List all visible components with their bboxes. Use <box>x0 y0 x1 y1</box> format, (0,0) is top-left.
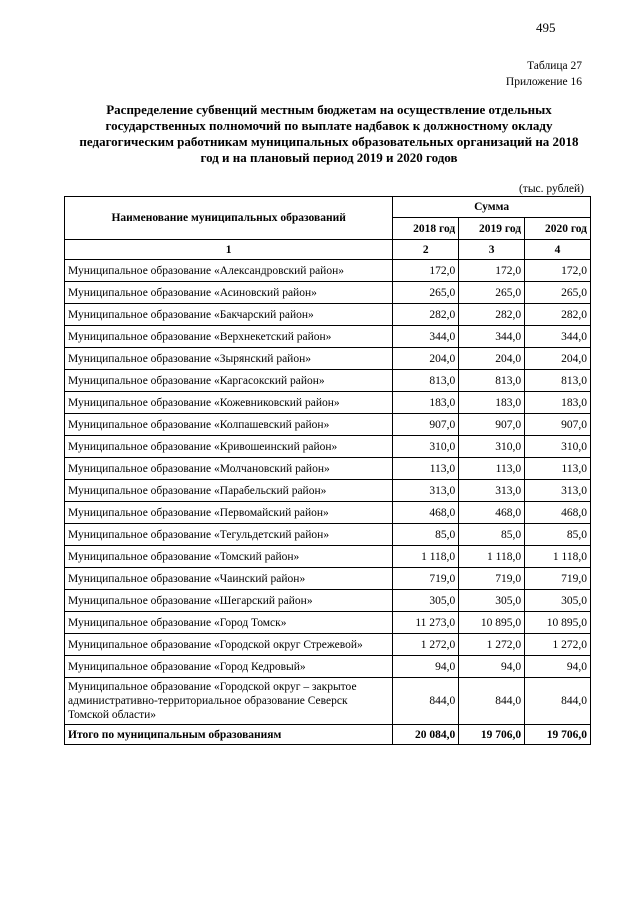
table-row <box>65 524 591 546</box>
total-row <box>65 725 591 745</box>
column-header-2019: 2019 год <box>459 218 525 240</box>
table-row <box>65 282 591 304</box>
amount-2020: 10 895,0 <box>525 612 591 634</box>
amount-2018: 313,0 <box>393 480 459 502</box>
municipality-name: Муниципальное образование «Молчановский район» <box>65 458 393 480</box>
column-header-2020: 2020 год <box>525 218 591 240</box>
amount-2019: 282,0 <box>459 304 525 326</box>
amount-2018: 844,0 <box>393 678 459 725</box>
column-index: 4 <box>525 240 591 260</box>
table-row <box>65 480 591 502</box>
subvention-table <box>64 196 591 745</box>
table-row <box>65 304 591 326</box>
table-row <box>65 678 591 725</box>
appendix-label: Приложение 16 <box>505 76 582 88</box>
table-row <box>65 414 591 436</box>
amount-2020: 113,0 <box>525 458 591 480</box>
amount-2020: 313,0 <box>525 480 591 502</box>
municipality-name: Муниципальное образование «Александровский район» <box>65 260 393 282</box>
amount-2018: 344,0 <box>393 326 459 348</box>
municipality-name: Муниципальное образование «Городской округ Стрежевой» <box>65 634 393 656</box>
amount-2020: 282,0 <box>525 304 591 326</box>
table-row <box>65 590 591 612</box>
amount-2018: 305,0 <box>393 590 459 612</box>
table-row <box>65 348 591 370</box>
amount-2020: 468,0 <box>525 502 591 524</box>
table-row <box>65 458 591 480</box>
column-index: 1 <box>65 240 393 260</box>
amount-2020: 172,0 <box>525 260 591 282</box>
municipality-name: Муниципальное образование «Чаинский район» <box>65 568 393 590</box>
amount-2019: 313,0 <box>459 480 525 502</box>
amount-2018: 1 118,0 <box>393 546 459 568</box>
amount-2020: 94,0 <box>525 656 591 678</box>
amount-2019: 204,0 <box>459 348 525 370</box>
table-row <box>65 634 591 656</box>
amount-2020: 844,0 <box>525 678 591 725</box>
amount-2018: 907,0 <box>393 414 459 436</box>
table-row <box>65 326 591 348</box>
amount-2018: 85,0 <box>393 524 459 546</box>
table-row <box>65 392 591 414</box>
amount-2020: 265,0 <box>525 282 591 304</box>
total-2018: 20 084,0 <box>393 725 459 745</box>
municipality-name: Муниципальное образование «Бакчарский район» <box>65 304 393 326</box>
municipality-name: Муниципальное образование «Парабельский район» <box>65 480 393 502</box>
amount-2019: 172,0 <box>459 260 525 282</box>
municipality-name: Муниципальное образование «Городской округ – закрытое административно-территориальное образование Северск Томской области» <box>65 678 393 725</box>
units-label: (тыс. рублей) <box>518 183 584 195</box>
column-header-sum: Сумма <box>393 197 591 218</box>
municipality-name: Муниципальное образование «Кривошеинский район» <box>65 436 393 458</box>
municipality-name: Муниципальное образование «Асиновский район» <box>65 282 393 304</box>
amount-2020: 183,0 <box>525 392 591 414</box>
amount-2020: 344,0 <box>525 326 591 348</box>
column-index-row <box>65 240 591 260</box>
amount-2019: 10 895,0 <box>459 612 525 634</box>
table-row <box>65 568 591 590</box>
amount-2020: 305,0 <box>525 590 591 612</box>
table-number: Таблица 27 <box>527 60 582 72</box>
document-title: Распределение субвенций местным бюджетам на осуществление отдельных государственных полномочий по выплате надбавок к должностному окладу педагогическим работникам муниципальных образовательных организаций на 2018 год и на плановый период 2019 и 2020 годов <box>79 102 579 165</box>
amount-2018: 310,0 <box>393 436 459 458</box>
amount-2020: 204,0 <box>525 348 591 370</box>
table-row <box>65 370 591 392</box>
amount-2020: 1 272,0 <box>525 634 591 656</box>
municipality-name: Муниципальное образование «Каргасокский район» <box>65 370 393 392</box>
amount-2019: 183,0 <box>459 392 525 414</box>
municipality-name: Муниципальное образование «Город Кедровый» <box>65 656 393 678</box>
amount-2019: 1 272,0 <box>459 634 525 656</box>
municipality-name: Муниципальное образование «Кожевниковский район» <box>65 392 393 414</box>
amount-2019: 85,0 <box>459 524 525 546</box>
amount-2020: 719,0 <box>525 568 591 590</box>
amount-2020: 310,0 <box>525 436 591 458</box>
table-row <box>65 502 591 524</box>
amount-2018: 204,0 <box>393 348 459 370</box>
table-row <box>65 436 591 458</box>
amount-2018: 265,0 <box>393 282 459 304</box>
municipality-name: Муниципальное образование «Тегульдетский район» <box>65 524 393 546</box>
municipality-name: Муниципальное образование «Шегарский район» <box>65 590 393 612</box>
amount-2019: 265,0 <box>459 282 525 304</box>
municipality-name: Муниципальное образование «Первомайский район» <box>65 502 393 524</box>
amount-2018: 11 273,0 <box>393 612 459 634</box>
municipality-name: Муниципальное образование «Томский район» <box>65 546 393 568</box>
amount-2018: 94,0 <box>393 656 459 678</box>
amount-2018: 183,0 <box>393 392 459 414</box>
amount-2019: 844,0 <box>459 678 525 725</box>
amount-2019: 1 118,0 <box>459 546 525 568</box>
amount-2020: 85,0 <box>525 524 591 546</box>
amount-2018: 468,0 <box>393 502 459 524</box>
amount-2020: 907,0 <box>525 414 591 436</box>
amount-2018: 813,0 <box>393 370 459 392</box>
table-row <box>65 656 591 678</box>
amount-2018: 1 272,0 <box>393 634 459 656</box>
municipality-name: Муниципальное образование «Зырянский район» <box>65 348 393 370</box>
total-2020: 19 706,0 <box>525 725 591 745</box>
table-row <box>65 260 591 282</box>
table-row <box>65 612 591 634</box>
amount-2020: 813,0 <box>525 370 591 392</box>
column-header-name: Наименование муниципальных образований <box>65 197 393 240</box>
amount-2020: 1 118,0 <box>525 546 591 568</box>
amount-2019: 94,0 <box>459 656 525 678</box>
municipality-name: Муниципальное образование «Город Томск» <box>65 612 393 634</box>
amount-2019: 719,0 <box>459 568 525 590</box>
total-label: Итого по муниципальным образованиям <box>65 725 393 745</box>
table-body <box>65 260 591 725</box>
amount-2018: 282,0 <box>393 304 459 326</box>
table-row <box>65 546 591 568</box>
amount-2019: 305,0 <box>459 590 525 612</box>
column-index: 2 <box>393 240 459 260</box>
amount-2019: 344,0 <box>459 326 525 348</box>
column-index: 3 <box>459 240 525 260</box>
amount-2019: 468,0 <box>459 502 525 524</box>
amount-2018: 113,0 <box>393 458 459 480</box>
amount-2018: 172,0 <box>393 260 459 282</box>
page-number: 495 <box>536 20 556 35</box>
amount-2019: 113,0 <box>459 458 525 480</box>
amount-2019: 907,0 <box>459 414 525 436</box>
municipality-name: Муниципальное образование «Верхнекетский район» <box>65 326 393 348</box>
amount-2018: 719,0 <box>393 568 459 590</box>
municipality-name: Муниципальное образование «Колпашевский район» <box>65 414 393 436</box>
amount-2019: 310,0 <box>459 436 525 458</box>
amount-2019: 813,0 <box>459 370 525 392</box>
total-2019: 19 706,0 <box>459 725 525 745</box>
column-header-2018: 2018 год <box>393 218 459 240</box>
